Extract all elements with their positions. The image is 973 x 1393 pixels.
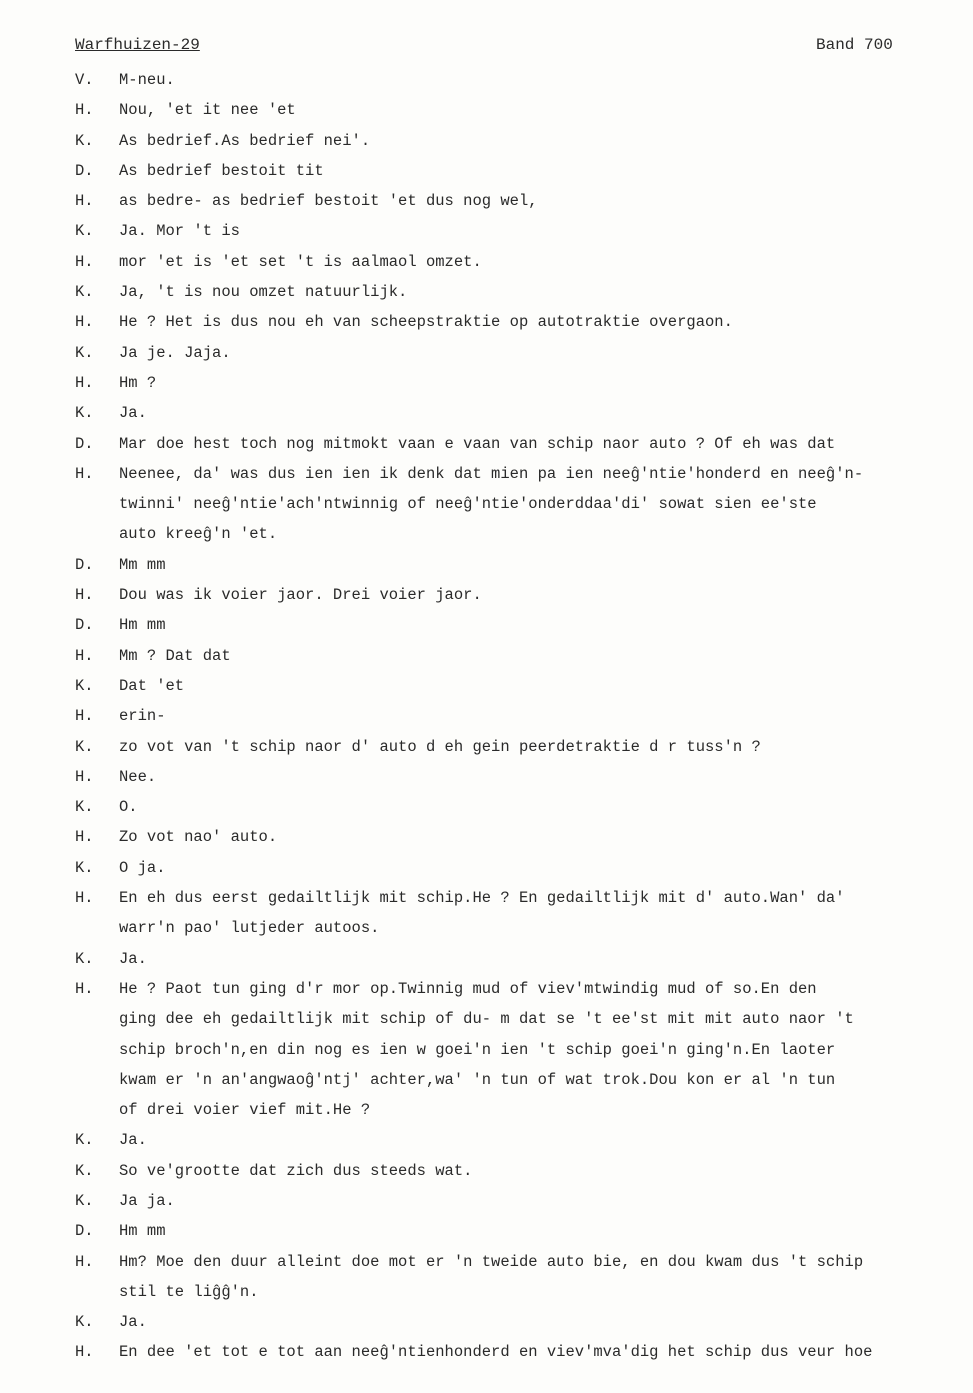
utterance-line: Ja.	[119, 404, 147, 423]
document-title: Warfhuizen-29	[75, 36, 200, 54]
transcript-turn	[75, 216, 973, 246]
transcript-turn	[75, 641, 973, 671]
utterance-line: mor 'et is 'et set 't is aalmaol omzet.	[119, 252, 482, 271]
utterance-line: auto kreeĝ'n 'et.	[119, 525, 278, 544]
utterance-line: M-neu.	[119, 71, 175, 89]
utterance-line: Hm mm	[119, 1222, 166, 1241]
utterance-line: schip broch'n,en din nog es ien w goei'n ien 't schip goei'n ging'n.En laoter	[119, 1040, 836, 1059]
speaker-label: D.	[75, 555, 94, 574]
speaker-label: D.	[75, 616, 94, 635]
speaker-label: H.	[75, 646, 94, 665]
utterance-line: of drei voier vief mit.He ?	[119, 1101, 371, 1120]
utterance-line: kwam er 'n an'angwaoĝ'ntj' achter,wa' 'n tun of wat trok.Dou kon er al 'n tun	[119, 1070, 836, 1089]
utterance-line: Hm mm	[119, 616, 166, 635]
speaker-label: K.	[75, 798, 94, 817]
transcript-turn	[75, 459, 973, 550]
band-number: Band 700	[816, 36, 893, 54]
speaker-label: K.	[75, 131, 94, 150]
speaker-label: H.	[75, 192, 94, 211]
transcript-turn	[75, 95, 973, 125]
speaker-label: H.	[75, 252, 94, 271]
utterance-line: Ja, 't is nou omzet natuurlijk.	[119, 283, 408, 302]
transcript-turn	[75, 429, 973, 459]
utterance-line: Mm ? Dat dat	[119, 646, 231, 665]
transcript-turn	[75, 974, 973, 1125]
utterance-line: twinni' neeĝ'ntie'ach'ntwinnig of neeĝ'ntie'onderddaa'di' sowat sien ee'ste	[119, 495, 817, 514]
utterance-line: He ? Het is dus nou eh van scheepstraktie op autotraktie overgaon.	[119, 313, 733, 332]
transcript-turn	[75, 1156, 973, 1186]
utterance-line: O.	[119, 798, 138, 817]
transcript-turn	[75, 186, 973, 216]
speaker-label: K.	[75, 676, 94, 695]
transcript-turn	[75, 580, 973, 610]
transcript-turn	[75, 1337, 973, 1367]
utterance-line: erin-	[119, 707, 166, 726]
utterance-line: Hm ?	[119, 373, 157, 392]
utterance-line: Ja.	[119, 1313, 147, 1332]
utterance-line: Ja.	[119, 949, 147, 968]
transcript-turn	[75, 398, 973, 428]
speaker-label: K.	[75, 1131, 94, 1150]
utterance-line: As bedrief bestoit tit	[119, 161, 324, 180]
speaker-label: K.	[75, 404, 94, 423]
utterance-line: Neenee, da' was dus ien ien ik denk dat mien pa ien neeĝ'ntie'honderd en neeĝ'n-	[119, 464, 864, 483]
speaker-label: K.	[75, 222, 94, 241]
transcript-turn	[75, 277, 973, 307]
transcript-turn	[75, 126, 973, 156]
transcript-turn	[75, 550, 973, 580]
speaker-label: K.	[75, 858, 94, 877]
speaker-label: H.	[75, 1252, 94, 1271]
transcript-turn	[75, 65, 973, 95]
utterance-line: ging dee eh gedailtlijk mit schip of du- m dat se 't ee'st mit mit auto naor 't	[119, 1010, 854, 1029]
utterance-line: En eh dus eerst gedailtlijk mit schip.He ? En gedailtlijk mit d' auto.Wan' da'	[119, 889, 845, 908]
speaker-label: H.	[75, 586, 94, 605]
utterance-line: warr'n pao' lutjeder autoos.	[119, 919, 380, 938]
speaker-label: H.	[75, 828, 94, 847]
utterance-line: So ve'grootte dat zich dus steeds wat.	[119, 1161, 473, 1180]
transcript-turn	[75, 853, 973, 883]
transcript-turn	[75, 1186, 973, 1216]
utterance-line: zo vot van 't schip naor d' auto d eh gein peerdetraktie d r tuss'n ?	[119, 737, 761, 756]
utterance-line: as bedre- as bedrief bestoit 'et dus nog wel,	[119, 192, 538, 211]
transcript-body	[75, 65, 973, 1368]
transcript-turn	[75, 762, 973, 792]
transcript-turn	[75, 732, 973, 762]
speaker-label: H.	[75, 979, 94, 998]
utterance-line: Zo vot nao' auto.	[119, 828, 278, 847]
speaker-label: D.	[75, 1222, 94, 1241]
utterance-line: En dee 'et tot e tot aan neeĝ'ntienhonderd en viev'mva'dig het schip dus veur hoe	[119, 1343, 873, 1362]
speaker-label: K.	[75, 1161, 94, 1180]
speaker-label: D.	[75, 161, 94, 180]
transcript-turn	[75, 822, 973, 852]
transcript-turn	[75, 247, 973, 277]
utterance-line: Nee.	[119, 767, 157, 786]
transcript-turn	[75, 368, 973, 398]
speaker-label: K.	[75, 949, 94, 968]
utterance-line: Ja ja.	[119, 1191, 175, 1210]
speaker-label: H.	[75, 767, 94, 786]
speaker-label: D.	[75, 434, 94, 453]
transcript-turn	[75, 156, 973, 186]
transcript-turn	[75, 1216, 973, 1246]
speaker-label: H.	[75, 889, 94, 908]
utterance-line: O ja.	[119, 858, 166, 877]
utterance-line: Ja.	[119, 1131, 147, 1150]
transcript-turn	[75, 610, 973, 640]
utterance-line: Mm mm	[119, 555, 166, 574]
transcript-turn	[75, 1247, 973, 1308]
speaker-label: H.	[75, 313, 94, 332]
utterance-line: As bedrief.As bedrief nei'.	[119, 131, 371, 150]
speaker-label: H.	[75, 101, 94, 120]
utterance-line: He ? Paot tun ging d'r mor op.Twinnig mud of viev'mtwindig mud of so.En den	[119, 979, 817, 998]
utterance-line: Ja. Mor 't is	[119, 222, 240, 241]
transcript-turn	[75, 701, 973, 731]
transcript-turn	[75, 1307, 973, 1337]
utterance-line: Mar doe hest toch nog mitmokt vaan e vaan van schip naor auto ? Of eh was dat	[119, 434, 836, 453]
speaker-label: H.	[75, 373, 94, 392]
utterance-line: Ja je. Jaja.	[119, 343, 231, 362]
transcript-turn	[75, 883, 973, 944]
speaker-label: H.	[75, 707, 94, 726]
transcript-turn	[75, 671, 973, 701]
speaker-label: K.	[75, 283, 94, 302]
utterance-line: Dat 'et	[119, 676, 185, 695]
utterance-line: stil te liĝĝ'n.	[119, 1282, 259, 1301]
transcript-turn	[75, 792, 973, 822]
speaker-label: V.	[75, 71, 94, 89]
transcript-turn	[75, 307, 973, 337]
transcript-turn	[75, 338, 973, 368]
speaker-label: K.	[75, 737, 94, 756]
utterance-line: Dou was ik voier jaor. Drei voier jaor.	[119, 586, 482, 605]
speaker-label: K.	[75, 343, 94, 362]
speaker-label: H.	[75, 1343, 94, 1362]
utterance-line: Hm? Moe den duur alleint doe mot er 'n tweide auto bie, en dou kwam dus 't schip	[119, 1252, 864, 1271]
transcript-turn	[75, 1125, 973, 1155]
transcript-turn	[75, 944, 973, 974]
speaker-label: K.	[75, 1191, 94, 1210]
speaker-label: K.	[75, 1313, 94, 1332]
speaker-label: H.	[75, 464, 94, 483]
utterance-line: Nou, 'et it nee 'et	[119, 101, 296, 120]
